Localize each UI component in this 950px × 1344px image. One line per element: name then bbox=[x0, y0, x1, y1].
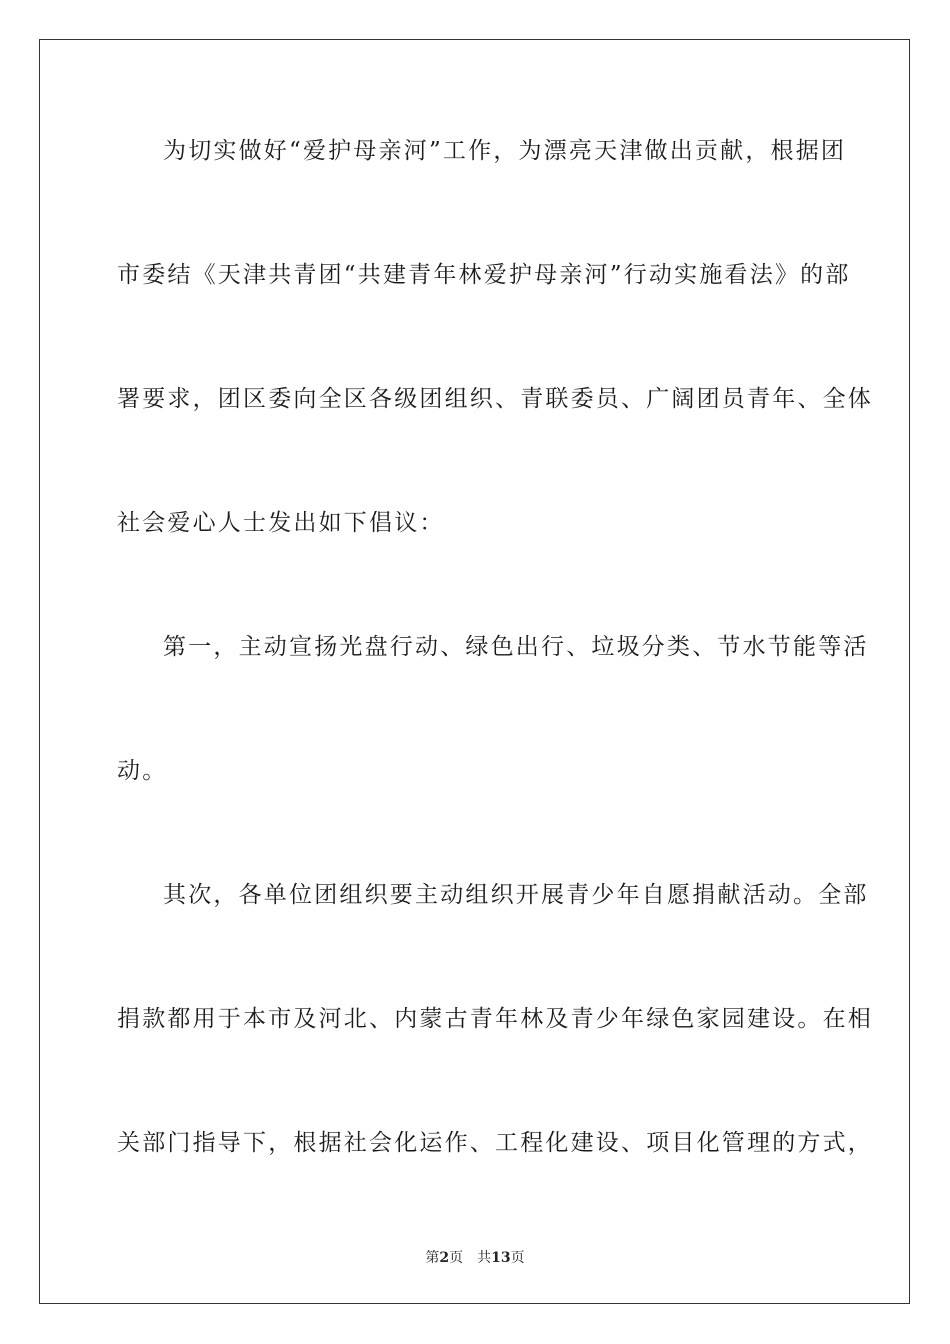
page-prefix: 第 bbox=[425, 1250, 440, 1266]
paragraph-line-7: 其次，各单位团组织要主动组织开展青少年自愿捐献活动。全部 bbox=[163, 882, 869, 908]
paragraph-line-6: 动。 bbox=[117, 758, 168, 784]
paragraph-line-3: 署要求，团区委向全区各级团组织、青联委员、广阔团员青年、全体 bbox=[117, 386, 873, 412]
page-border bbox=[39, 39, 910, 1304]
page-footer bbox=[0, 1248, 950, 1268]
total-suffix: 页 bbox=[510, 1250, 525, 1266]
paragraph-line-4: 社会爱心人士发出如下倡议： bbox=[117, 510, 445, 536]
total-prefix: 共 bbox=[477, 1250, 492, 1266]
paragraph-line-5: 第一，主动宣扬光盘行动、绿色出行、垃圾分类、节水节能等活 bbox=[163, 634, 869, 660]
page-suffix: 页 bbox=[449, 1250, 464, 1266]
total-pages: 13 bbox=[491, 1250, 511, 1266]
paragraph-line-1: 为切实做好“爱护母亲河”工作，为漂亮天津做出贡献，根据团 bbox=[163, 138, 847, 164]
paragraph-line-2: 市委结《天津共青团“共建青年林爱护母亲河”行动实施看法》的部 bbox=[117, 262, 851, 288]
paragraph-line-8: 捐款都用于本市及河北、内蒙古青年林及青少年绿色家园建设。在相 bbox=[117, 1006, 873, 1032]
paragraph-line-9: 关部门指导下，根据社会化运作、工程化建设、项目化管理的方式， bbox=[117, 1130, 873, 1156]
page-number: 2 bbox=[439, 1250, 450, 1266]
